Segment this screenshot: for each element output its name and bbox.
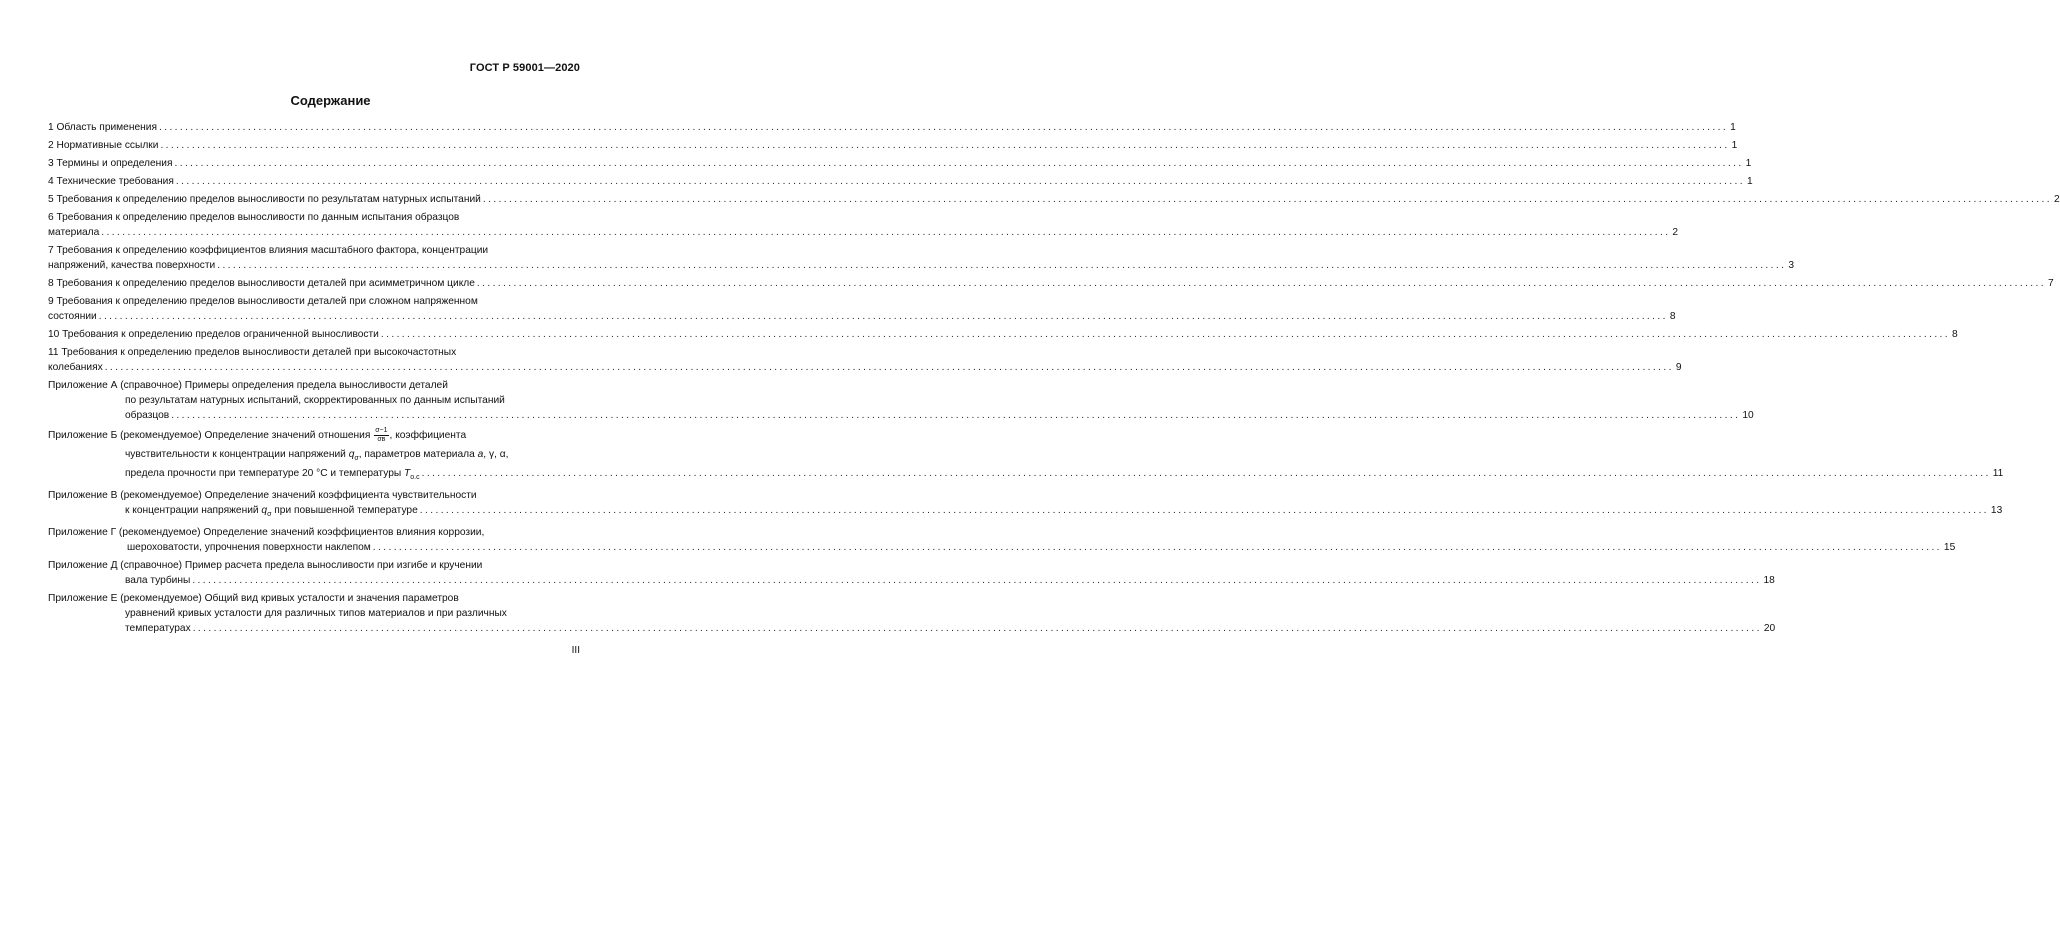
toc-entry-2[interactable]: 2 Нормативные ссылки ............................................................................................................................................................................................................................................................................................................ 1 <box>48 140 1738 151</box>
leader-dots: ............................................................................................................................................................................................................................................................................................................ <box>101 227 1671 238</box>
leader-dots: ............................................................................................................................................................................................................................................................................................................ <box>192 574 1762 586</box>
toc-entry-appendix-v[interactable]: Приложение В (рекомендуемое) Определение значений коэффициента чувствительности к концентрации напряжений $q_\sigma$ при повышенной температуре ............................................................................................................................................................................................................................................................................................................ 13 <box>48 489 2003 518</box>
page-ref: 7 <box>2048 278 2054 289</box>
page-ref: 1 <box>1745 158 1752 169</box>
sigma-ratio-fraction: $\frac{\sigma-1}{\sigma в}$ <box>375 427 388 443</box>
toc-entry-appendix-a[interactable]: Приложение А (справочное) Примеры определения предела выносливости деталей по результатам натурных испытаний, скорректированных по данным испытаний образцов ............................................................................................................................................................................................................................................................................................................ 10 <box>48 380 1754 421</box>
leader-dots: ............................................................................................................................................................................................................................................................................................................ <box>476 278 2046 289</box>
leader-dots: ............................................................................................................................................................................................................................................................................................................ <box>160 140 1730 151</box>
toc-entry-9[interactable]: 9 Требования к определению пределов выносливости деталей при сложном напряженном состоянии ............................................................................................................................................................................................................................................................................................................ 8 <box>48 296 1676 322</box>
toc-entry-appendix-e[interactable]: Приложение Е (рекомендуемое) Общий вид кривых усталости и значения параметров уравнений кривых усталости для различных типов материалов и при различных температурах ............................................................................................................................................................................................................................................................................................................ 20 <box>48 592 1776 634</box>
leader-dots: ............................................................................................................................................................................................................................................................................................................ <box>372 541 1942 553</box>
page-ref: 9 <box>1675 362 1682 373</box>
page-ref: 2 <box>2053 194 2060 205</box>
leader-dots: ............................................................................................................................................................................................................................................................................................................ <box>380 329 1951 340</box>
page-ref: 18 <box>1763 574 1775 586</box>
leader-dots: ............................................................................................................................................................................................................................................................................................................ <box>158 122 1729 133</box>
page-ref: 13 <box>1990 504 2003 516</box>
page-ref: 20 <box>1763 622 1776 634</box>
toc-entry-6[interactable]: 6 Требования к определению пределов выносливости по данным испытания образцов материала ............................................................................................................................................................................................................................................................................................................ 2 <box>48 212 1679 238</box>
leader-dots: ............................................................................................................................................................................................................................................................................................................ <box>217 260 1787 271</box>
page-ref: 2 <box>1672 227 1679 238</box>
leader-dots: ............................................................................................................................................................................................................................................................................................................ <box>192 622 1762 634</box>
toc-entry-11[interactable]: 11 Требования к определению пределов выносливости деталей при высокочастотных колебаниях ............................................................................................................................................................................................................................................................................................................ 9 <box>48 347 1682 373</box>
page-ref: 3 <box>1788 260 1795 271</box>
toc-entry-10[interactable]: 10 Требования к определению пределов ограниченной выносливости ............................................................................................................................................................................................................................................................................................................ 8 <box>48 329 1958 340</box>
page-ref: 1 <box>1747 176 1753 187</box>
toc-entry-5[interactable]: 5 Требования к определению пределов выносливости по результатам натурных испытаний ............................................................................................................................................................................................................................................................................................................ 2 <box>48 194 2060 205</box>
toc-entry-4[interactable]: 4 Технические требования ............................................................................................................................................................................................................................................................................................................ 1 <box>48 176 1753 187</box>
leader-dots: ............................................................................................................................................................................................................................................................................................................ <box>171 410 1741 421</box>
toc-entry-appendix-b[interactable]: Приложение Б (рекомендуемое) Определение значений отношения $\frac{\sigma-1}{\sigma в}$ , коэффициента чувствительности к концентрации напряжений $q_\sigma$, параметров материала a, γ, α, предела прочности при температуре 20 °С и температуры $T_{о.с}$ ............................................................................................................................................................................................................................................................................................................ 11 <box>48 427 2004 481</box>
leader-dots: ............................................................................................................................................................................................................................................................................................................ <box>104 362 1674 373</box>
page-ref: 10 <box>1742 410 1754 421</box>
toc-entry-3[interactable]: 3 Термины и определения ............................................................................................................................................................................................................................................................................................................ 1 <box>48 158 1752 169</box>
page-ref: 1 <box>1731 140 1738 151</box>
table-of-contents <box>48 120 2060 636</box>
toc-entry-7[interactable]: 7 Требования к определению коэффициентов влияния масштабного фактора, концентрации напряжений, качества поверхности ............................................................................................................................................................................................................................................................................................................ 3 <box>48 245 1795 271</box>
page-title: Содержание <box>290 93 371 108</box>
leader-dots: ............................................................................................................................................................................................................................................................................................................ <box>419 504 1989 516</box>
page-ref: 8 <box>1952 329 1958 340</box>
page-ref: 11 <box>1992 467 2004 479</box>
toc-entry-appendix-g[interactable]: Приложение Г (рекомендуемое) Определение значений коэффициентов влияния коррозии, шероховатости, упрочнения поверхности наклепом ............................................................................................................................................................................................................................................................................................................ 15 <box>48 526 1956 553</box>
page-number: III <box>571 645 580 656</box>
leader-dots: ............................................................................................................................................................................................................................................................................................................ <box>175 176 1746 187</box>
leader-dots: ............................................................................................................................................................................................................................................................................................................ <box>421 467 1991 479</box>
toc-entry-1[interactable]: 1 Область применения ............................................................................................................................................................................................................................................................................................................ 1 <box>48 122 1736 133</box>
page-ref: 8 <box>1669 311 1676 322</box>
toc-entry-appendix-d[interactable]: Приложение Д (справочное) Пример расчета предела выносливости при изгибе и кручении вала турбины ............................................................................................................................................................................................................................................................................................................ 18 <box>48 559 1775 586</box>
leader-dots: ............................................................................................................................................................................................................................................................................................................ <box>174 158 1744 169</box>
toc-entry-8[interactable]: 8 Требования к определению пределов выносливости деталей при асимметричном цикле ............................................................................................................................................................................................................................................................................................................ 7 <box>48 278 2054 289</box>
leader-dots: ............................................................................................................................................................................................................................................................................................................ <box>98 311 1668 322</box>
page-ref: 15 <box>1943 541 1956 553</box>
leader-dots: ............................................................................................................................................................................................................................................................................................................ <box>482 194 2052 205</box>
page-ref: 1 <box>1730 122 1736 133</box>
document-id: ГОСТ Р 59001—2020 <box>469 62 580 74</box>
